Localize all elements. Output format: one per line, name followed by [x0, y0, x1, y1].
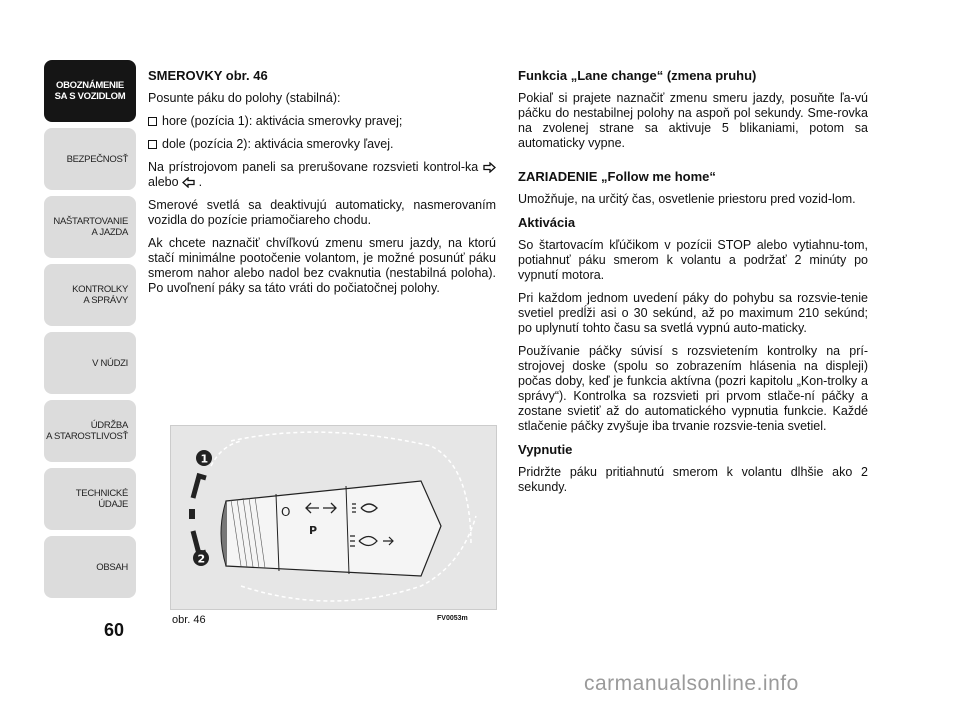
bullet-item [148, 114, 496, 129]
paragraph: So štartovacím kľúčikom v pozícii STOP alebo vytiahnu-tom, potiahnuť páku smerom k volantu a podržať 2 minúty po vypnutí motora. [518, 238, 868, 282]
subsection-heading: Aktivácia [518, 215, 576, 230]
arrow-left-icon [182, 177, 195, 188]
arrow-right-icon [483, 162, 496, 173]
figure-code: FV0053m [437, 615, 468, 622]
bullet-text: dole (pozícia 2): aktivácia smerovky ľavej. [162, 137, 394, 151]
section-heading: ZARIADENIE „Follow me home“ [518, 169, 716, 184]
paragraph: Umožňuje, na určitý čas, osvetlenie priestoru pred vozid-lom. [518, 192, 856, 206]
page-number: 60 [104, 620, 125, 640]
lever-symbol-p: P [309, 524, 318, 537]
tab-udrzba[interactable]: ÚDRŽBA A STAROSTLIVOSŤ [44, 400, 136, 462]
marker-1-label: 1 [200, 452, 209, 466]
text: Na prístrojovom paneli sa prerušovane rozsvieti kontrol-ka [148, 160, 479, 174]
watermark: carmanualsonline.info [584, 672, 799, 695]
text: . [198, 175, 203, 189]
lever-symbol-o: O [281, 505, 291, 519]
paragraph: Smerové svetlá sa deaktivujú automaticky, nasmerovaním vozidla do pozície priamočiareho chodu. [148, 198, 496, 227]
subsection-heading: Vypnutie [518, 442, 573, 457]
chapter-sidebar [44, 60, 136, 604]
paragraph: Ak chcete naznačiť chvíľkovú zmenu smeru jazdy, na ktorú stačí minimálne pootočenie volantom, je možné posunúť páku smerom nahor alebo nadol bez cvaknutia (nestabilná poloha). Po uvoľnení páky sa táto vráti do počiatočnej polohy. [148, 236, 496, 295]
arrow-up-icon [193, 476, 206, 498]
tab-v-nudzi[interactable]: V NÚDZI [44, 332, 136, 394]
section-heading: Funkcia „Lane change“ (zmena pruhu) [518, 68, 757, 83]
tab-obsah[interactable]: OBSAH [44, 536, 136, 598]
bullet-box-icon [148, 117, 157, 126]
bullet-item [148, 137, 496, 152]
tab-kontrolky[interactable]: KONTROLKY A SPRÁVY [44, 264, 136, 326]
paragraph: Používanie páčky súvisí s rozsvietením kontrolky na prí-strojovej doske (spolu so zobrazením hlásenia na displeji) počas doby, keď je funkcia aktívna (pozri kapitolu „Kon-trolky a správy“). Kontrolka sa rozsvieti pri prvom stlače-ní páčky a zostane svietiť až do automatického vypnutia funkcie. Každé stlačenie páčky zvyšuje iba trvanie rozsvie-tenia svetiel. [518, 344, 868, 433]
paragraph: Pridržte páku pritiahnutú smerom k volantu dlhšie ako 2 sekundy. [518, 465, 868, 494]
tab-oboznamenie[interactable]: OBOZNÁMENIE SA S VOZIDLOM [44, 60, 136, 122]
bullet-text: hore (pozícia 1): aktivácia smerovky pravej; [162, 114, 403, 128]
paragraph: Pri každom jednom uvedení páky do pohybu sa rozsvie-tenie svetiel predĺži asi o 30 sekúnd, až po maximum 210 sekúnd; po uplynutí tohto času sa svetlá vypnú auto-maticky. [518, 291, 868, 335]
tab-nastartovanie[interactable]: NAŠTARTOVANIE A JAZDA [44, 196, 136, 258]
text: alebo [148, 175, 179, 189]
paragraph [148, 160, 496, 190]
steering-lever-illustration [171, 426, 496, 609]
paragraph: Pokiaľ si prajete naznačiť zmenu smeru jazdy, posuňte ľa-vú páčku do nestabilnej polohy na aspoň pol sekundy. Sme-rovka na zvolenej strane sa aktivuje 5 blikaniami, potom sa automaticky vypne. [518, 91, 868, 150]
right-column [518, 68, 868, 503]
bullet-box-icon [148, 140, 157, 149]
section-heading: SMEROVKY obr. 46 [148, 68, 268, 83]
left-column [148, 68, 496, 304]
paragraph: Posunte páku do polohy (stabilná): [148, 91, 341, 105]
tab-technicke-udaje[interactable]: TECHNICKÉ ÚDAJE [44, 468, 136, 530]
lever-figure [170, 425, 497, 610]
figure-caption: obr. 46 [172, 614, 206, 626]
tab-bezpecnost[interactable]: BEZPEČNOSŤ [44, 128, 136, 190]
marker-2-label: 2 [197, 552, 206, 566]
